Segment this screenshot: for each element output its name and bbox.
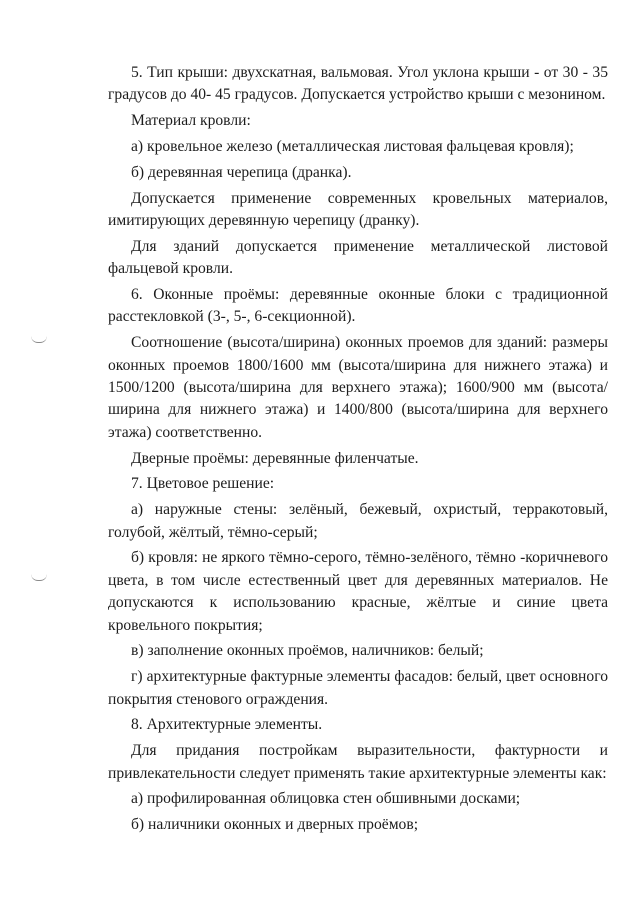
paragraph-roof-type: 5. Тип крыши: двухскатная, вальмовая. Угол уклона крыши - от 30 - 35 градусов до 40- 45 градусов. Допускается устройство крыши с мезонином. (108, 64, 608, 104)
paragraph-roof-material-heading: Материал кровли: (131, 112, 251, 130)
scan-margin-mark (31, 336, 47, 343)
list-item-roof-iron: а) кровельное железо (металлическая листовая фальцевая кровля); (131, 138, 574, 155)
scan-margin-mark (31, 574, 47, 581)
list-item-platbands: б) наличники оконных и дверных проёмов; (131, 816, 419, 834)
paragraph-modern-materials: Допускается применение современных кровельных материалов, имитирующих деревянную черепицу (дранку). (108, 189, 608, 229)
list-item-roof-shingle: б) деревянная черепица (дранка). (131, 163, 352, 181)
paragraph-window-ratio: Соотношение (высота/ширина) оконных проемов для зданий: размеры оконных проемов 1800/1600 мм (высота/ширина для нижнего этажа) и 1500/1200 (высота/ширина для верхнего этажа); 1600/900 мм (высота/ширина для нижнего этажа) и 1400/800 (высота/ширина для верхнего этажа) соответственно. (108, 334, 608, 441)
paragraph-door-openings: Дверные проёмы: деревянные филенчатые. (131, 449, 419, 467)
paragraph-architectural-intro: Для придания постройкам выразительности, фактурности и привлекательности следует применять такие архитектурные элементы как: (108, 742, 608, 782)
list-item-wall-cladding: а) профилированная облицовка стен обшивными досками; (131, 790, 521, 808)
document-page (108, 62, 608, 840)
list-item-window-fill-color: в) заполнение оконных проёмов, наличников: белый; (131, 642, 484, 660)
list-item-roof-colors: б) кровля: не яркого тёмно-серого, тёмно-зелёного, тёмно -коричневого цвета, в том числе естественный цвет для деревянных материалов. Не допускаются к использованию красные, жёлтые и синие цвета кровельного покрытия; (108, 549, 608, 634)
paragraph-architectural-heading: 8. Архитектурные элементы. (131, 716, 323, 734)
list-item-facade-elements-color: г) архитектурные фактурные элементы фасадов: белый, цвет основного покрытия стенового ограждения. (108, 668, 608, 708)
paragraph-color-heading: 7. Цветовое решение: (131, 475, 275, 493)
paragraph-metal-roofing: Для зданий допускается применение металлической листовой фальцевой кровли. (108, 237, 608, 278)
paragraph-window-openings: 6. Оконные проёмы: деревянные оконные блоки с традиционной расстекловкой (3-, 5-, 6-секционной). (108, 286, 608, 326)
list-item-wall-colors: а) наружные стены: зелёный, бежевый, охристый, терракотовый, голубой, жёлтый, тёмно-серый; (108, 501, 608, 541)
